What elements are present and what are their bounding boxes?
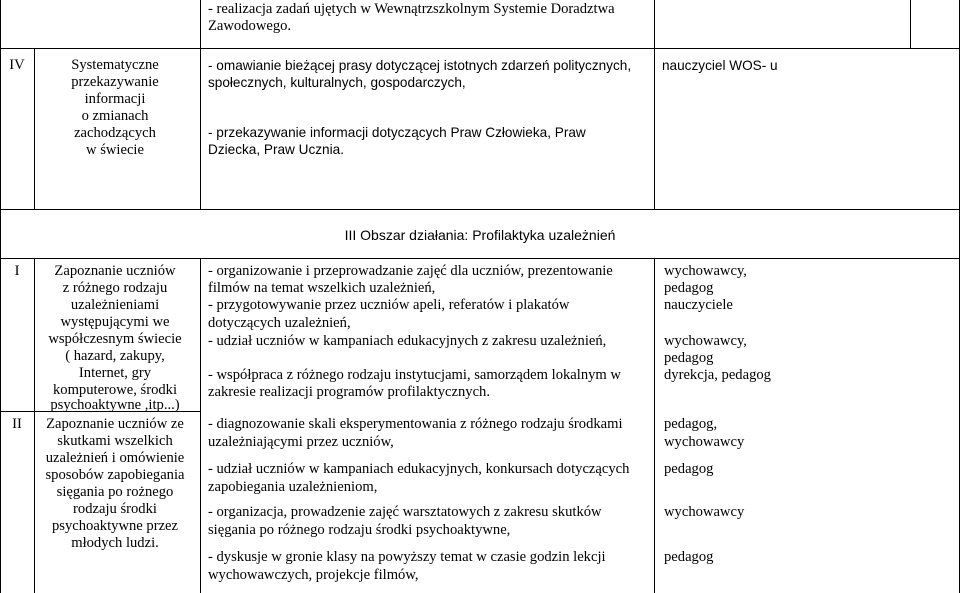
table-border-col-a <box>34 48 35 209</box>
row-ii-task-2-responsible-line-1: pedagog <box>664 461 714 477</box>
row-ii-topic-line-4: sposobów zapobiegania <box>45 467 185 483</box>
row-i-task-3-responsible-line-1: wychowawcy, <box>664 333 747 349</box>
row-ii-task-3-responsible-line-1: wychowawcy <box>664 504 745 520</box>
row-i-number: I <box>14 263 20 279</box>
top-row-content-line-1: - realizacja zadań ujętych w Wewnątrzszkolnym Systemie Doradztwa <box>208 1 615 17</box>
row-i-task-2-line-1: - przygotowywanie przez uczniów apeli, referatów i plakatów <box>208 297 570 313</box>
row-ii-topic-line-5: sięgania po rożnego <box>56 484 174 500</box>
row-ii-task-1-line-1: - diagnozowanie skali eksperymentowania z różnego rodzaju środkami <box>208 416 623 432</box>
row-i-topic-line-1: Zapoznanie uczniów <box>54 263 176 279</box>
row-ii-task-1-responsible-line-1: pedagog, <box>664 416 718 432</box>
row-iv-number: IV <box>9 57 25 73</box>
table-border-col-c <box>654 0 655 209</box>
row-iv-content-2-line-1: - przekazywanie informacji dotyczących Praw Człowieka, Praw <box>208 125 586 140</box>
table-border-top-row-bottom <box>0 48 960 49</box>
row-iv-topic-line-5: zachodzących <box>74 125 156 141</box>
row-i-topic-line-8: komputerowe, środki <box>52 382 178 398</box>
row-iv-topic-line-6: w świecie <box>86 142 144 158</box>
row-i-topic-line-7: Internet, gry <box>78 365 152 381</box>
row-i-task-3-responsible-line-2: pedagog <box>664 350 714 366</box>
row-ii-task-2-line-1: - udział uczniów w kampaniach edukacyjnych, konkursach dotyczących <box>208 461 630 477</box>
row-ii-task-3-line-2: sięgania po różnego rodzaju środki psychoaktywne, <box>208 522 511 538</box>
row-i-topic-line-9: psychoaktywne ,itp...) <box>50 397 180 413</box>
row-ii-number: II <box>12 416 22 432</box>
row-i-topic-line-5: współczesnym świecie <box>48 331 182 347</box>
row-i-task-4-responsible-line-1: dyrekcja, pedagog <box>664 367 771 383</box>
row-iv-topic-line-4: o zmianach <box>81 108 149 124</box>
row-ii-topic-line-3: uzależnień i omówienie <box>45 450 185 466</box>
table-border-col-a-lower <box>34 258 35 593</box>
row-iv-content-1-line-2: społecznych, kulturalnych, gospodarczych, <box>208 75 466 90</box>
row-iv-content-2-line-2: Dziecka, Praw Ucznia. <box>208 142 344 157</box>
table-border-col-c-lower <box>654 258 655 593</box>
top-row-content-line-2: Zawodowego. <box>208 18 292 34</box>
row-ii-task-4-responsible-line-1: pedagog <box>664 549 714 565</box>
table-border-section-header-bottom <box>0 258 960 259</box>
row-i-topic-line-4: występującymi we <box>60 314 170 330</box>
row-i-task-3-line-1: - udział uczniów w kampaniach edukacyjnych z zakresu uzależnień, <box>208 333 607 349</box>
row-ii-topic-line-2: skutkami wszelkich <box>57 433 173 449</box>
row-iv-content-1-line-1: - omawianie bieżącej prasy dotyczącej istotnych zdarzeń politycznych, <box>208 58 632 73</box>
row-i-task-1-responsible-line-1: wychowawcy, <box>664 263 747 279</box>
row-ii-topic-line-7: psychoaktywne przez <box>51 518 179 534</box>
table-border-left <box>0 0 1 593</box>
row-ii-task-3-line-1: - organizacja, prowadzenie zajęć warsztatowych z zakresu skutków <box>208 504 602 520</box>
row-iv-topic-line-3: informacji <box>84 91 146 107</box>
row-i-task-4-line-1: - współpraca z różnego rodzaju instytucjami, samorządem lokalnym w <box>208 367 621 383</box>
row-ii-task-1-responsible-line-2: wychowawcy <box>664 434 745 450</box>
section-header-prevention: III Obszar działania: Profilaktyka uzależnień <box>344 227 616 243</box>
row-i-task-1-line-1: - organizowanie i przeprowadzanie zajęć dla uczniów, prezentowanie <box>208 263 613 279</box>
row-iv-topic-line-2: przekazywanie <box>71 74 159 90</box>
table-border-col-b <box>200 0 201 209</box>
row-i-topic-line-2: z różnego rodzaju <box>62 280 168 296</box>
table-border-col-d <box>910 0 911 48</box>
row-i-task-2-responsible-line-1: nauczyciele <box>664 297 733 313</box>
row-iv-responsible: nauczyciel WOS- u <box>662 58 778 73</box>
row-ii-topic-line-8: młodych ludzi. <box>71 535 159 551</box>
row-i-task-1-line-2: filmów na temat wszelkich uzależnień, <box>208 280 436 296</box>
table-border-row-iv-bottom <box>0 209 960 210</box>
row-ii-task-4-line-1: - dyskusje w gronie klasy na powyższy temat w czasie godzin lekcji <box>208 549 606 565</box>
row-i-topic-line-6: ( hazard, zakupy, <box>65 348 165 364</box>
row-iv-topic-line-1: Systematyczne <box>71 57 159 73</box>
row-ii-task-1-line-2: uzależniającymi przez uczniów, <box>208 434 394 450</box>
row-i-task-1-responsible-line-2: pedagog <box>664 280 714 296</box>
row-ii-task-2-line-2: zapobiegania uzależnieniom, <box>208 479 378 495</box>
row-i-task-4-line-2: zakresie realizacji programów profilaktycznych. <box>208 384 491 400</box>
row-ii-topic-line-1: Zapoznanie uczniów ze <box>46 416 184 432</box>
row-ii-task-4-line-2: wychowawczych, projekcje filmów, <box>208 567 419 583</box>
row-i-task-2-line-2: dotyczących uzależnień, <box>208 315 351 331</box>
row-i-topic-line-3: uzależnieniami <box>70 297 160 313</box>
table-border-col-b-lower <box>200 258 201 593</box>
row-ii-topic-line-6: rodzaju środki <box>73 501 157 517</box>
